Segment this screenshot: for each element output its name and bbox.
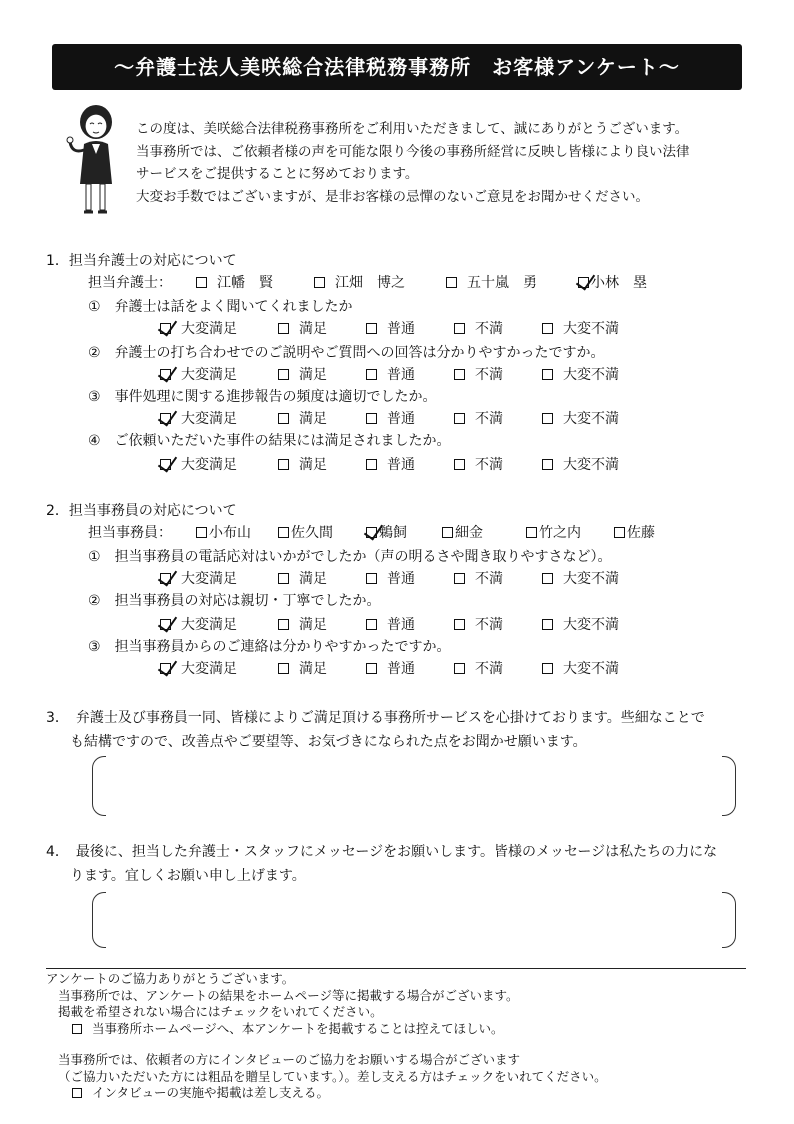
footer-divider bbox=[46, 968, 746, 969]
rating-option[interactable]: 不満 bbox=[454, 658, 542, 678]
rating-option[interactable]: 不満 bbox=[454, 454, 542, 474]
checkbox-checked[interactable] bbox=[160, 573, 171, 584]
rating-option[interactable]: 大変不満 bbox=[542, 408, 619, 428]
rating-option[interactable]: 大変不満 bbox=[542, 568, 619, 588]
checkbox[interactable] bbox=[278, 369, 289, 380]
rating-option[interactable]: 大変満足 bbox=[160, 568, 278, 588]
section2-title: 2．担当事務員の対応について bbox=[46, 503, 237, 519]
staff-option[interactable]: 鵜飼 bbox=[366, 522, 442, 542]
section1-title: 1．担当弁護士の対応について bbox=[46, 253, 237, 269]
rating-row bbox=[160, 568, 619, 588]
rating-option[interactable]: 大変満足 bbox=[160, 408, 278, 428]
rating-option[interactable]: 満足 bbox=[278, 364, 366, 384]
rating-option[interactable]: 満足 bbox=[278, 614, 366, 634]
checkbox-checked[interactable] bbox=[160, 369, 171, 380]
checkbox-checked[interactable] bbox=[160, 459, 171, 470]
checkbox-checked[interactable] bbox=[160, 323, 171, 334]
checkbox[interactable] bbox=[454, 619, 465, 630]
checkbox[interactable] bbox=[454, 369, 465, 380]
section4-text: 4． 最後に、担当した弁護士・スタッフにメッセージをお願いします。皆様のメッセージは私たちの力にな ります。宜しくお願い申し上げます。 bbox=[46, 844, 718, 884]
checkbox-checked[interactable] bbox=[366, 527, 377, 538]
rating-option[interactable]: 大変満足 bbox=[160, 364, 278, 384]
footer bbox=[46, 971, 607, 1102]
staff-option[interactable]: 佐久間 bbox=[278, 522, 366, 542]
checkbox[interactable] bbox=[278, 459, 289, 470]
rating-option[interactable]: 普通 bbox=[366, 364, 454, 384]
checkbox[interactable] bbox=[366, 573, 377, 584]
checkbox-checked[interactable] bbox=[578, 277, 589, 288]
question: ② 弁護士の打ち合わせでのご説明やご質問への回答は分かりやすかったですか。 bbox=[88, 345, 605, 361]
checkbox[interactable] bbox=[72, 1088, 82, 1098]
checkbox[interactable] bbox=[542, 663, 553, 674]
checkbox[interactable] bbox=[526, 527, 537, 538]
improvement-comment-field[interactable] bbox=[110, 760, 718, 814]
rating-option[interactable]: 不満 bbox=[454, 318, 542, 338]
rating-option[interactable]: 満足 bbox=[278, 318, 366, 338]
staff-option[interactable]: 佐藤 bbox=[614, 522, 655, 542]
checkbox[interactable] bbox=[454, 413, 465, 424]
checkbox[interactable] bbox=[278, 619, 289, 630]
checkbox-checked[interactable] bbox=[160, 663, 171, 674]
rating-row bbox=[160, 614, 619, 634]
checkbox[interactable] bbox=[542, 369, 553, 380]
rating-option[interactable]: 不満 bbox=[454, 568, 542, 588]
rating-option[interactable]: 普通 bbox=[366, 454, 454, 474]
checkbox[interactable] bbox=[454, 663, 465, 674]
checkbox[interactable] bbox=[72, 1024, 82, 1034]
question: ① 弁護士は話をよく聞いてくれましたか bbox=[88, 299, 353, 315]
checkbox[interactable] bbox=[366, 413, 377, 424]
checkbox[interactable] bbox=[278, 323, 289, 334]
staff-option[interactable]: 竹之内 bbox=[526, 522, 614, 542]
rating-option[interactable]: 普通 bbox=[366, 658, 454, 678]
checkbox[interactable] bbox=[542, 323, 553, 334]
rating-row bbox=[160, 364, 619, 384]
section2-staff-row bbox=[88, 522, 655, 542]
question: ② 担当事務員の対応は親切・丁寧でしたか。 bbox=[88, 593, 381, 609]
checkbox[interactable] bbox=[278, 413, 289, 424]
checkbox[interactable] bbox=[446, 277, 457, 288]
checkbox[interactable] bbox=[442, 527, 453, 538]
checkbox[interactable] bbox=[366, 619, 377, 630]
staff-option[interactable]: 細金 bbox=[442, 522, 526, 542]
message-box-left-bracket bbox=[92, 892, 106, 948]
rating-option[interactable]: 大変不満 bbox=[542, 454, 619, 474]
checkbox[interactable] bbox=[542, 459, 553, 470]
checkbox[interactable] bbox=[454, 573, 465, 584]
footer-publish-line: 掲載を希望されない場合にはチェックをいれてください。 bbox=[58, 1004, 383, 1019]
checkbox[interactable] bbox=[614, 527, 625, 538]
rating-option[interactable]: 大変満足 bbox=[160, 318, 278, 338]
checkbox-checked[interactable] bbox=[160, 413, 171, 424]
rating-row bbox=[160, 454, 619, 474]
footer-publish-line: 当事務所では、アンケートの結果をホームページ等に掲載する場合がございます。 bbox=[58, 987, 519, 1003]
rating-option[interactable]: 大変満足 bbox=[160, 658, 278, 678]
section2-staff-label: 担当事務員： bbox=[88, 525, 172, 541]
rating-option[interactable]: 満足 bbox=[278, 658, 366, 678]
footer-interview-line: 当事務所では、依頼者の方にインタビューのご協力をお願いする場合がございます bbox=[58, 1052, 521, 1067]
survey-title-bar bbox=[52, 44, 742, 90]
rating-option[interactable]: 普通 bbox=[366, 614, 454, 634]
rating-option[interactable]: 満足 bbox=[278, 454, 366, 474]
question: ④ ご依頼いただいた事件の結果には満足されましたか。 bbox=[88, 433, 451, 449]
rating-option[interactable]: 普通 bbox=[366, 318, 454, 338]
checkbox[interactable] bbox=[542, 573, 553, 584]
intro-line: この度は、美咲総合法律税務事務所をご利用いただきまして、誠にありがとうございます。 bbox=[136, 121, 689, 137]
rating-option[interactable]: 大変満足 bbox=[160, 614, 278, 634]
checkbox[interactable] bbox=[314, 277, 325, 288]
checkbox[interactable] bbox=[366, 323, 377, 334]
rating-option[interactable]: 大変不満 bbox=[542, 614, 619, 634]
checkbox[interactable] bbox=[278, 573, 289, 584]
staff-option[interactable]: 五十嵐 勇 bbox=[446, 272, 578, 292]
rating-option[interactable]: 大変不満 bbox=[542, 318, 619, 338]
rating-option[interactable]: 不満 bbox=[454, 364, 542, 384]
checkbox[interactable] bbox=[542, 619, 553, 630]
receptionist-illustration bbox=[62, 100, 122, 220]
comment-box-right-bracket bbox=[722, 756, 736, 816]
checkbox[interactable] bbox=[196, 277, 207, 288]
rating-option[interactable]: 満足 bbox=[278, 408, 366, 428]
intro-line: 大変お手数ではございますが、是非お客様の忌憚のないご意見をお聞かせください。 bbox=[136, 188, 649, 205]
question: ③ 事件処理に関する進捗報告の頻度は適切でしたか。 bbox=[88, 389, 437, 405]
staff-option[interactable]: 小林 塁 bbox=[578, 272, 647, 292]
intro-text bbox=[136, 118, 690, 208]
section1-staff-label: 担当弁護士： bbox=[88, 275, 172, 291]
section1-staff-row bbox=[88, 272, 647, 292]
rating-option[interactable]: 大変不満 bbox=[542, 658, 619, 678]
checkbox[interactable] bbox=[278, 527, 289, 538]
rating-option[interactable]: 不満 bbox=[454, 408, 542, 428]
checkbox[interactable] bbox=[366, 663, 377, 674]
checkbox-checked[interactable] bbox=[160, 619, 171, 630]
question: ③ 担当事務員からのご連絡は分かりやすかったですか。 bbox=[88, 639, 451, 655]
staff-message-field[interactable] bbox=[110, 896, 718, 946]
rating-option[interactable]: 不満 bbox=[454, 614, 542, 634]
checkbox[interactable] bbox=[196, 527, 207, 538]
rating-option[interactable]: 普通 bbox=[366, 568, 454, 588]
survey-title: ～弁護士法人美咲総合法律税務事務所 お客様アンケート～ bbox=[114, 55, 680, 79]
rating-option[interactable]: 満足 bbox=[278, 568, 366, 588]
rating-row bbox=[160, 408, 619, 428]
footer-interview-line: （ご協力いただいた方には粗品を贈呈しています。）。差し支える方はチェックをいれてください。 bbox=[58, 1068, 607, 1084]
intro-line: サービスをご提供することに努めております。 bbox=[136, 166, 419, 182]
checkbox[interactable] bbox=[366, 459, 377, 470]
publish-opt-out-option[interactable]: 当事務所ホームページへ、本アンケートを掲載することは控えてほしい。 bbox=[46, 1021, 607, 1038]
staff-option[interactable]: 江幡 賢 bbox=[196, 272, 314, 292]
checkbox[interactable] bbox=[366, 369, 377, 380]
footer-thanks: アンケートのご協力ありがとうございます。 bbox=[46, 971, 295, 986]
question: ① 担当事務員の電話応対はいかがでしたか（声の明るさや聞き取りやすさなど）。 bbox=[88, 549, 612, 565]
rating-option[interactable]: 大変満足 bbox=[160, 454, 278, 474]
rating-row bbox=[160, 318, 619, 338]
section3-text: 3． 弁護士及び事務員一同、皆様によりご満足頂ける事務所サービスを心掛けております。些細なことで も結構ですので、改善点やご要望等、お気づきになられた点をお聞かせ願います。 bbox=[46, 710, 705, 750]
rating-option[interactable]: 普通 bbox=[366, 408, 454, 428]
rating-option[interactable]: 大変不満 bbox=[542, 364, 619, 384]
checkbox[interactable] bbox=[542, 413, 553, 424]
checkbox[interactable] bbox=[278, 663, 289, 674]
intro-line: 当事務所では、ご依頼者様の声を可能な限り今後の事務所経営に反映し皆様により良い法律 bbox=[136, 143, 690, 160]
checkbox[interactable] bbox=[454, 459, 465, 470]
checkbox[interactable] bbox=[454, 323, 465, 334]
staff-option[interactable]: 江畑 博之 bbox=[314, 272, 446, 292]
rating-row bbox=[160, 658, 619, 678]
staff-option[interactable]: 小布山 bbox=[196, 522, 278, 542]
comment-box-left-bracket bbox=[92, 756, 106, 816]
interview-opt-out-option[interactable]: インタビューの実施や掲載は差し支える。 bbox=[46, 1085, 607, 1102]
message-box-right-bracket bbox=[722, 892, 736, 948]
